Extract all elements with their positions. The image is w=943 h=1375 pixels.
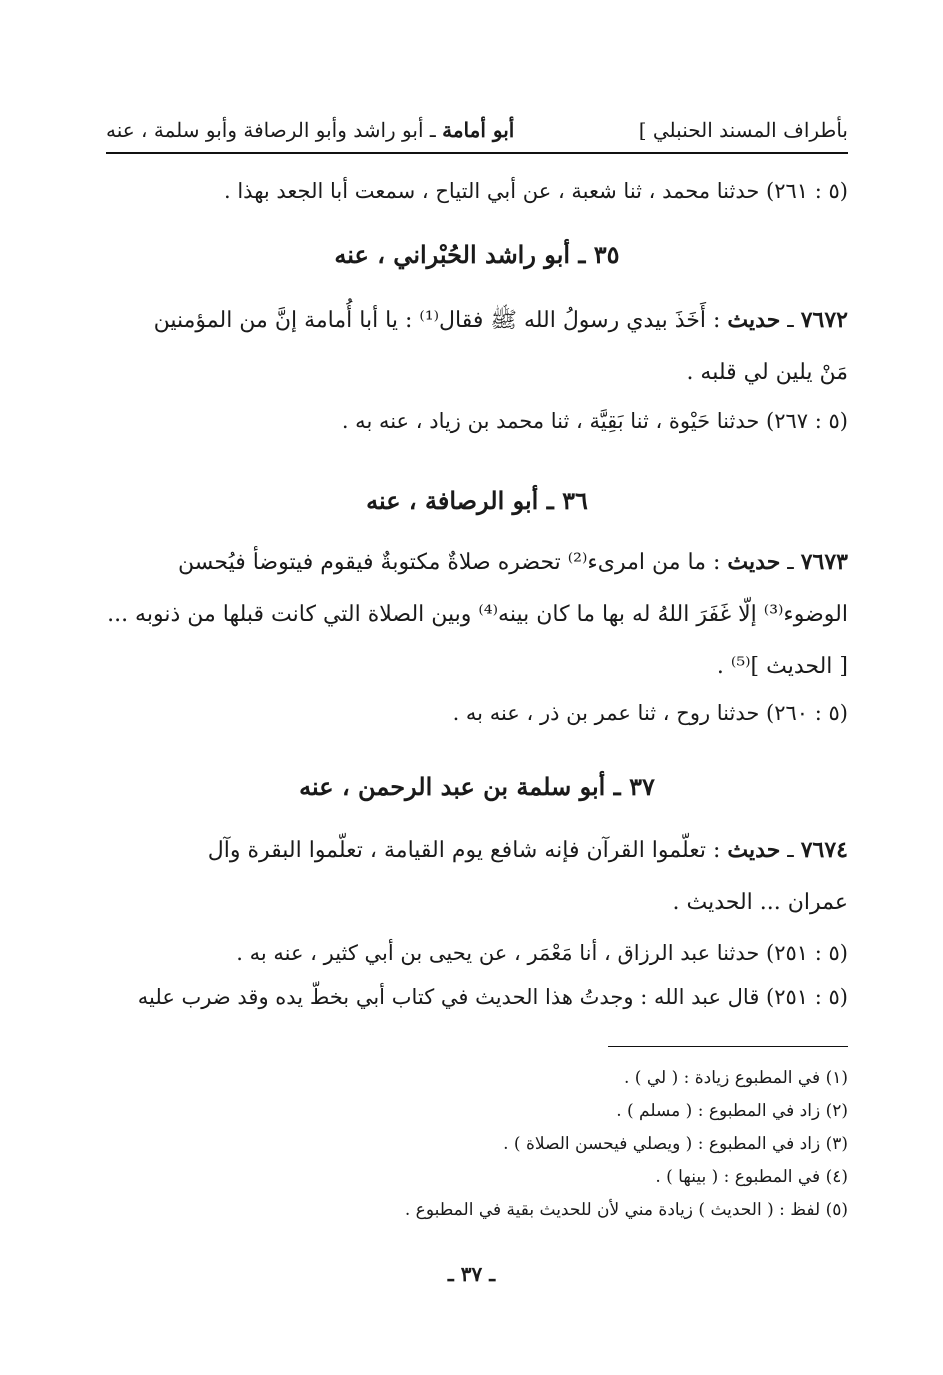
section-title-37: ٣٧ ـ أبو سلمة بن عبد الرحمن ، عنه [299,772,655,801]
source-7673: (٥ : ٢٦٠) حدثنا روح ، ثنا عمر بن ذر ، عنه به . [452,701,848,725]
source-7672: (٥ : ٢٦٧) حدثنا حَيْوة ، ثنا بَقِيَّة ، ثنا محمد بن زياد ، عنه به . [341,409,848,433]
hadith-line: مَنْ يلين لي قلبه . [686,360,848,385]
section-title-36: ٣٦ ـ أبو الرصافة ، عنه [366,486,588,515]
hadith-keyword: حديث [727,837,781,863]
hadith-text: : أَخَذَ بيدي رسولُ الله ﷺ فقال⁽¹⁾ : يا أبا أُمامة إنَّ من المؤمنين [153,308,721,333]
footnote-4: (٤) في المطبوع : ( بينها ) . [655,1167,848,1187]
hadith-line: ٧٦٧٢ ـ حديث : أَخَذَ بيدي رسولُ الله ﷺ فقال⁽¹⁾ : يا أبا أُمامة إنَّ من المؤمنين [153,307,848,333]
hadith-line: الوضوء⁽³⁾ إلّا غَفَرَ اللهُ له بها ما كان بينه⁽⁴⁾ وبين الصلاة التي كانت قبلها من ذنوبه ... [107,602,848,627]
hadith-keyword: حديث [727,549,781,575]
header-companion-name: أبو أمامة [442,118,515,142]
hadith-7673 [106,536,848,693]
footnote-1: (١) في المطبوع زيادة : ( لي ) . [623,1068,848,1088]
section-title-35: ٣٥ ـ أبو راشد الحُبْراني ، عنه [334,240,620,269]
hadith-number: ٧٦٧٣ [800,549,848,575]
hadith-line: عمران ... الحديث . [672,890,848,915]
hadith-line: ٧٦٧٤ ـ حديث : تعلّموا القرآن فإنه شافع يوم القيامة ، تعلّموا البقرة وآل [207,837,848,863]
hadith-keyword: حديث [727,307,781,333]
hadith-number: ٧٦٧٢ [800,307,848,333]
header-narrators: ـ أبو راشد وأبو الرصافة وأبو سلمة ، عنه [106,118,443,142]
hadith-text: : ما من امرىء⁽²⁾ تحضره صلاةٌ مكتوبةٌ فيقوم فيتوضأ فيُحسن [178,550,721,575]
header-section-title [106,118,514,142]
footnote-3: (٣) زاد في المطبوع : ( ويصلي فيحسن الصلاة ) . [503,1134,848,1154]
hadith-7674 [106,824,848,929]
running-header [106,112,848,154]
hadith-7672 [106,294,848,399]
header-book-title: بأطراف المسند الحنبلي ] [638,118,848,142]
top-source-line: (٥ : ٢٦١) حدثنا محمد ، ثنا شعبة ، عن أبي التياح ، سمعت أبا الجعد بهذا . [223,179,848,203]
footnote-divider [608,1046,848,1047]
footnotes [106,1062,848,1227]
hadith-number: ٧٦٧٤ [800,837,848,863]
hadith-text: : تعلّموا القرآن فإنه شافع يوم القيامة ، تعلّموا البقرة وآل [207,838,721,863]
hadith-line: [ الحديث ]⁽⁵⁾ . [716,654,848,679]
hadith-line: ٧٦٧٣ ـ حديث : ما من امرىء⁽²⁾ تحضره صلاةٌ مكتوبةٌ فيقوم فيتوضأ فيُحسن [178,549,848,575]
footnote-5: (٥) لفظ : ( الحديث ) زيادة مني لأن للحديث بقية في المطبوع . [404,1200,848,1220]
source-7674: (٥ : ٢٥١) حدثنا عبد الرزاق ، أنا مَعْمَر ، عن يحيى بن أبي كثير ، عنه به . [236,941,848,965]
source-7674-note: (٥ : ٢٥١) قال عبد الله : وجدتُ هذا الحديث في كتاب أبي بخطّ يده وقد ضرب عليه [137,985,848,1009]
page-number: ـ ٣٧ ـ [447,1262,496,1286]
footnote-2: (٢) زاد في المطبوع : ( مسلم ) . [616,1101,848,1121]
